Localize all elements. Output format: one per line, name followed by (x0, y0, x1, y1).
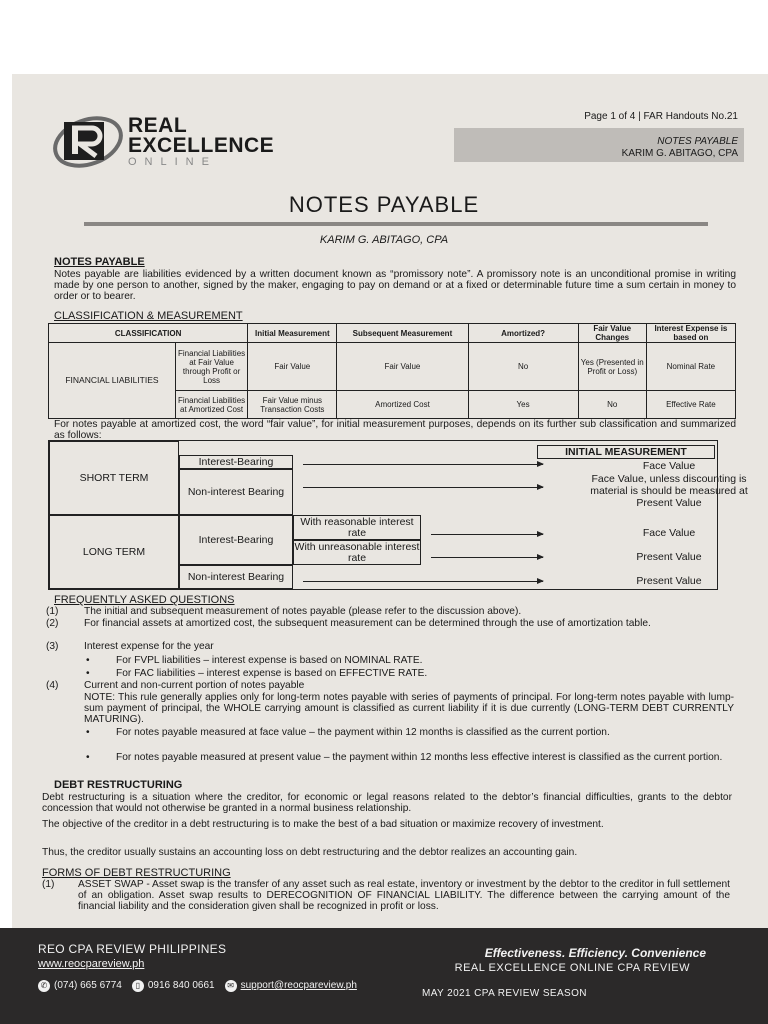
faq-text: The initial and subsequent measurement of notes payable (please refer to the discussion above). (84, 606, 522, 617)
short-non-interest-bearing: Non-interest Bearing (179, 469, 293, 515)
long-interest-bearing: Interest-Bearing (179, 515, 293, 565)
bullet-icon: • (86, 727, 90, 738)
long-term-label: LONG TERM (49, 515, 179, 589)
table-header-cell: Amortized? (468, 324, 578, 343)
bullet-icon: • (86, 668, 90, 679)
footer-phone-1 (38, 980, 122, 992)
table-cell: Yes (468, 391, 578, 419)
reo-logo-icon (48, 112, 128, 170)
section-heading-notes-payable: NOTES PAYABLE (54, 256, 145, 268)
initial-measurement-table (48, 440, 748, 590)
footer (0, 928, 768, 1024)
fair-value-note: For notes payable at amortized cost, the word “fair value”, for initial measurement purposes, depends on its further sub classification and summarized as follows: (54, 419, 736, 441)
brand-line-3: ONLINE (128, 156, 217, 168)
table-header-cell: CLASSIFICATION (49, 324, 248, 343)
table-cell: No (578, 391, 646, 419)
short-interest-bearing: Interest-Bearing (179, 455, 293, 469)
unreasonable-rate: With unreasonable interest rate (294, 540, 420, 564)
footer-email (225, 980, 357, 992)
bullet-text: For FVPL liabilities – interest expense is based on NOMINAL RATE. (116, 655, 423, 666)
topic-title: NOTES PAYABLE (657, 136, 738, 147)
value-present-2: Present Value (636, 575, 702, 587)
footer-org: REO CPA REVIEW PHILIPPINES (38, 942, 227, 956)
section-heading-faq: FREQUENTLY ASKED QUESTIONS (54, 594, 235, 606)
phone-2-text: 0916 840 0661 (147, 980, 215, 991)
bullet-text: For FAC liabilities – interest expense is based on EFFECTIVE RATE. (116, 668, 428, 679)
table-cell: Fair Value (248, 343, 337, 391)
table-cell: FINANCIAL LIABILITIES (49, 343, 176, 419)
table-header-cell: Initial Measurement (248, 324, 337, 343)
debt-restructuring-objective: The objective of the creditor in a debt restructuring is to make the best of a bad situation or maximize recovery of investment. (42, 819, 604, 830)
section-heading-debt-restructuring: DEBT RESTRUCTURING (54, 779, 183, 791)
value-present: Present Value (636, 551, 702, 563)
footer-name: REAL EXCELLENCE ONLINE CPA REVIEW (454, 962, 690, 974)
forms-number: (1) (42, 879, 55, 890)
footer-website-link[interactable]: www.reocpareview.ph (38, 958, 145, 970)
brand-line-2: EXCELLENCE (128, 134, 275, 157)
bullet-icon: • (86, 655, 90, 666)
table-row (49, 343, 736, 391)
topic-author: KARIM G. ABITAGO, CPA (621, 148, 738, 159)
value-face: Face Value (642, 460, 696, 472)
author: KARIM G. ABITAGO, CPA (319, 234, 449, 246)
table-cell: Amortized Cost (337, 391, 468, 419)
section-heading-classification: CLASSIFICATION & MEASUREMENT (54, 310, 243, 322)
arrow-icon (303, 581, 543, 582)
arrow-icon (303, 487, 543, 488)
table-cell: Fair Value (337, 343, 468, 391)
table-cell: Financial Liabilities at Fair Value through Profit or Loss (175, 343, 247, 391)
table-cell: Financial Liabilities at Amortized Cost (175, 391, 247, 419)
faq-text: For financial assets at amortized cost, the subsequent measurement can be determined through the use of amortization table. (84, 618, 651, 629)
arrow-icon (431, 557, 543, 558)
table-header-cell: Subsequent Measurement (337, 324, 468, 343)
faq-note: NOTE: This rule generally applies only for long-term notes payable with series of payments of principal. For long-term notes payable with lump-sum payment of principal, the WHOLE carrying amount is classified as current liability if it is due currently (LONG-TERM DEBT CURRENTLY MATURING). (84, 692, 734, 725)
brand-line-1: REAL (128, 114, 188, 137)
title-divider (84, 222, 708, 226)
footer-tagline: Effectiveness. Efficiency. Convenience (484, 946, 706, 960)
table-header-row (49, 324, 736, 343)
table-cell: No (468, 343, 578, 391)
faq-number: (3) (46, 641, 59, 652)
table-header-cell: Interest Expense is based on (646, 324, 735, 343)
arrow-icon (303, 464, 543, 465)
footer-phone-2 (132, 980, 215, 992)
arrow-icon (431, 534, 543, 535)
initial-measurement-header: INITIAL MEASUREMENT (537, 445, 715, 459)
bullet-text: For notes payable measured at present value – the payment within 12 months less effective interest is classified as the current portion. (116, 752, 723, 763)
bullet-icon: • (86, 752, 90, 763)
phone-icon: ✆ (38, 980, 50, 992)
section-heading-forms: FORMS OF DEBT RESTRUCTURING (42, 867, 231, 879)
bullet-text: For notes payable measured at face value – the payment within 12 months is classified as the current portion. (116, 727, 610, 738)
forms-text: ASSET SWAP - Asset swap is the transfer of any asset such as real estate, inventory or investment by the debtor to the creditor in full settlement of an obligation. Asset swap results to DERECOGNITION OF FINANCIAL LIABILITY. The difference between the carrying amount of the financial liability and the consideration given shall be recognized in profit or loss. (78, 879, 730, 912)
page-info: Page 1 of 4 | FAR Handouts No.21 (584, 111, 738, 122)
page-title: NOTES PAYABLE (288, 192, 480, 217)
footer-season: MAY 2021 CPA REVIEW SEASON (422, 988, 587, 999)
reasonable-rate: With reasonable interest rate (293, 515, 421, 540)
debt-restructuring-definition: Debt restructuring is a situation where the creditor, for economic or legal reasons related to the debtor’s financial difficulties, grants to the debtor concession that would not otherwise be granted in a normal business relationship. (42, 792, 732, 814)
faq-text: Interest expense for the year (84, 641, 214, 652)
topic-box (454, 128, 744, 162)
table-cell: Effective Rate (646, 391, 735, 419)
footer-contacts (38, 980, 357, 992)
phone-1-text: (074) 665 6774 (54, 980, 122, 991)
table-cell: Fair Value minus Transaction Costs (248, 391, 337, 419)
value-face-long: Face Value (642, 527, 696, 539)
faq-text: Current and non-current portion of notes payable (84, 680, 305, 691)
mobile-icon: ▯ (132, 980, 144, 992)
table-header-cell: Fair Value Changes (578, 324, 646, 343)
table-cell: Yes (Presented in Profit or Loss) (578, 343, 646, 391)
faq-number: (2) (46, 618, 59, 629)
debt-restructuring-loss: Thus, the creditor usually sustains an accounting loss on debt restructuring and the debtor realizes an accounting gain. (42, 847, 578, 858)
email-link[interactable]: support@reocpareview.ph (240, 980, 357, 991)
faq-number: (1) (46, 606, 59, 617)
value-face-unless: Face Value, unless discounting is material is should be measured at Present Value (590, 473, 748, 509)
notes-payable-definition: Notes payable are liabilities evidenced by a written document known as “promissory note”. A promissory note is an unconditional promise in writing made by one person to another, signed by the maker, engaging to pay on demand or at a fixed or determinable future time a sum certain in money to order or to bearer. (54, 269, 736, 302)
short-term-label: SHORT TERM (49, 441, 179, 515)
classification-table (48, 323, 736, 419)
email-icon: ✉ (225, 980, 237, 992)
faq-number: (4) (46, 680, 59, 691)
brand-name (128, 116, 274, 168)
table-cell: Nominal Rate (646, 343, 735, 391)
long-non-interest-bearing: Non-interest Bearing (179, 565, 293, 589)
